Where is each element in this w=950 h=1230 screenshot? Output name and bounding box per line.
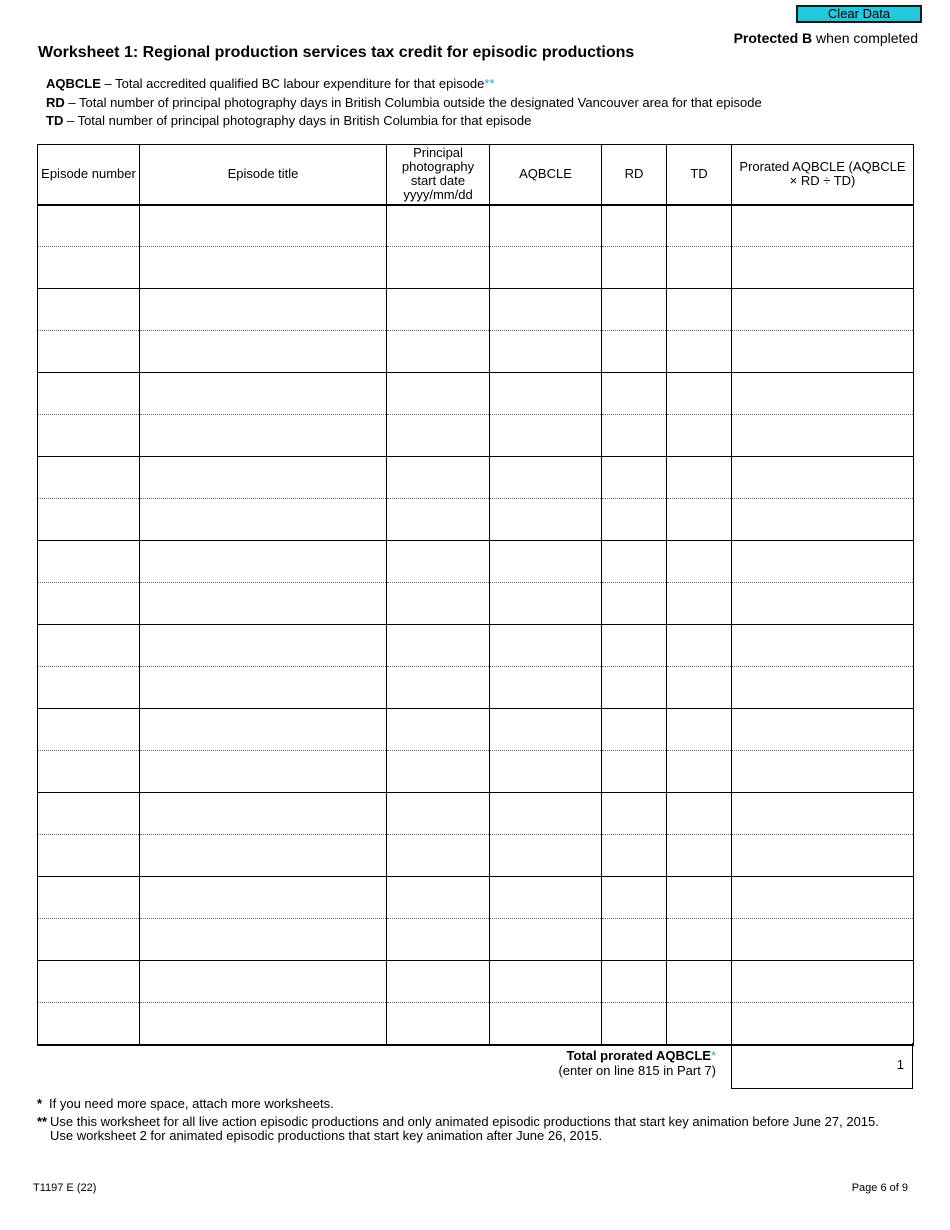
cell-episode-number[interactable] [38,1003,140,1045]
cell-rd[interactable] [602,247,667,289]
cell-td[interactable] [667,541,732,583]
cell-prorated-aqbcle[interactable] [732,625,914,667]
cell-aqbcle[interactable] [490,583,602,625]
definition-rd [46,95,762,110]
cell-episode-title[interactable] [140,457,387,499]
cell-prorated-aqbcle[interactable] [732,247,914,289]
cell-aqbcle[interactable] [490,373,602,415]
cell-start-date[interactable] [387,247,490,289]
table-row [38,205,914,247]
protected-notice [734,30,918,46]
cell-aqbcle[interactable] [490,457,602,499]
cell-aqbcle[interactable] [490,289,602,331]
cell-episode-number[interactable] [38,793,140,835]
note-text: Use worksheet 2 for animated episodic productions that start key animation after June 26, 2015. [50,1128,603,1143]
cell-td[interactable] [667,961,732,1003]
cell-episode-title[interactable] [140,583,387,625]
cell-episode-title[interactable] [140,205,387,247]
cell-rd[interactable] [602,289,667,331]
table-body [38,205,914,1045]
definition-term: TD [46,113,64,128]
cell-prorated-aqbcle[interactable] [732,667,914,709]
total-label-text: Total prorated AQBCLE [566,1048,711,1063]
cell-episode-number[interactable] [38,289,140,331]
table-row [38,331,914,373]
definition-text: – Total accredited qualified BC labour expenditure for that episode [100,76,485,91]
footnote-marker: ** [484,76,495,91]
cell-episode-number[interactable] [38,331,140,373]
cell-rd[interactable] [602,499,667,541]
definition-text: – Total number of principal photography days in British Columbia outside the designated Vancouver area for that episode [64,95,762,110]
cell-episode-title[interactable] [140,247,387,289]
cell-start-date[interactable] [387,457,490,499]
page-number: Page 6 of 9 [851,1182,908,1194]
note-1 [37,1097,334,1111]
table-row [38,247,914,289]
form-id: T1197 E (22) [33,1182,97,1194]
table-row [38,457,914,499]
protected-suffix: when completed [812,30,918,46]
cell-rd[interactable] [602,793,667,835]
col-episode-number: Episode number [38,145,140,205]
cell-aqbcle[interactable] [490,331,602,373]
cell-episode-number[interactable] [38,541,140,583]
cell-aqbcle[interactable] [490,247,602,289]
cell-start-date[interactable] [387,373,490,415]
cell-episode-title[interactable] [140,289,387,331]
cell-prorated-aqbcle[interactable] [732,919,914,961]
cell-rd[interactable] [602,457,667,499]
cell-aqbcle[interactable] [490,1003,602,1045]
cell-rd[interactable] [602,541,667,583]
cell-rd[interactable] [602,415,667,457]
table-row [38,667,914,709]
col-start-date: Principal photography start date yyyy/mm/dd [387,145,490,205]
cell-episode-title[interactable] [140,415,387,457]
cell-episode-number[interactable] [38,499,140,541]
table-header-row [38,145,914,205]
cell-td[interactable] [667,793,732,835]
episode-table [37,144,914,1046]
cell-td[interactable] [667,919,732,961]
cell-start-date[interactable] [387,289,490,331]
cell-prorated-aqbcle[interactable] [732,961,914,1003]
cell-aqbcle[interactable] [490,667,602,709]
cell-rd[interactable] [602,667,667,709]
cell-prorated-aqbcle[interactable] [732,751,914,793]
cell-td[interactable] [667,331,732,373]
cell-start-date[interactable] [387,751,490,793]
cell-aqbcle[interactable] [490,709,602,751]
cell-start-date[interactable] [387,1003,490,1045]
cell-start-date[interactable] [387,583,490,625]
cell-prorated-aqbcle[interactable] [732,415,914,457]
cell-aqbcle[interactable] [490,625,602,667]
col-rd: RD [602,145,667,205]
cell-prorated-aqbcle[interactable] [732,793,914,835]
cell-aqbcle[interactable] [490,919,602,961]
cell-episode-number[interactable] [38,877,140,919]
cell-start-date[interactable] [387,709,490,751]
cell-aqbcle[interactable] [490,751,602,793]
cell-episode-title[interactable] [140,793,387,835]
cell-prorated-aqbcle[interactable] [732,499,914,541]
cell-prorated-aqbcle[interactable] [732,331,914,373]
table-row [38,793,914,835]
cell-aqbcle[interactable] [490,205,602,247]
cell-episode-title[interactable] [140,835,387,877]
cell-start-date[interactable] [387,331,490,373]
cell-episode-number[interactable] [38,835,140,877]
cell-rd[interactable] [602,751,667,793]
page-title: Worksheet 1: Regional production services tax credit for episodic productions [38,44,635,61]
cell-episode-title[interactable] [140,331,387,373]
cell-episode-number[interactable] [38,205,140,247]
cell-episode-title[interactable] [140,961,387,1003]
table-row [38,289,914,331]
cell-td[interactable] [667,667,732,709]
cell-td[interactable] [667,877,732,919]
cell-start-date[interactable] [387,793,490,835]
cell-rd[interactable] [602,709,667,751]
cell-episode-title[interactable] [140,1003,387,1045]
cell-aqbcle[interactable] [490,835,602,877]
cell-prorated-aqbcle[interactable] [732,709,914,751]
cell-rd[interactable] [602,1003,667,1045]
note-marker: * [37,1096,43,1111]
total-prorated-field[interactable]: 1 [731,1043,913,1089]
total-sub-label: (enter on line 815 in Part 7) [558,1063,716,1078]
cell-aqbcle[interactable] [490,541,602,583]
cell-episode-number[interactable] [38,247,140,289]
cell-aqbcle[interactable] [490,415,602,457]
note-marker: ** [37,1114,48,1129]
cell-episode-number[interactable] [38,373,140,415]
cell-rd[interactable] [602,919,667,961]
cell-rd[interactable] [602,331,667,373]
cell-td[interactable] [667,205,732,247]
table-row [38,835,914,877]
footnote-marker: * [710,1048,716,1063]
cell-prorated-aqbcle[interactable] [732,541,914,583]
cell-aqbcle[interactable] [490,793,602,835]
cell-start-date[interactable] [387,499,490,541]
cell-episode-title[interactable] [140,541,387,583]
cell-start-date[interactable] [387,919,490,961]
cell-episode-title[interactable] [140,373,387,415]
table-row [38,625,914,667]
cell-episode-title[interactable] [140,625,387,667]
total-label [558,1048,716,1078]
table-row [38,415,914,457]
cell-rd[interactable] [602,961,667,1003]
cell-prorated-aqbcle[interactable] [732,1003,914,1045]
protected-label: Protected B [733,30,813,46]
cell-start-date[interactable] [387,835,490,877]
cell-episode-number[interactable] [38,625,140,667]
definition-term: AQBCLE [46,76,101,91]
cell-td[interactable] [667,1003,732,1045]
cell-td[interactable] [667,583,732,625]
table-row [38,919,914,961]
cell-td[interactable] [667,247,732,289]
cell-rd[interactable] [602,877,667,919]
note-2 [37,1115,879,1143]
cell-prorated-aqbcle[interactable] [732,373,914,415]
note-text: If you need more space, attach more worksheets. [49,1096,334,1111]
table-row [38,373,914,415]
definition-td [46,113,531,128]
cell-prorated-aqbcle[interactable] [732,835,914,877]
col-td: TD [667,145,732,205]
cell-rd[interactable] [602,373,667,415]
cell-rd[interactable] [602,205,667,247]
cell-prorated-aqbcle[interactable] [732,457,914,499]
cell-episode-number[interactable] [38,667,140,709]
cell-episode-title[interactable] [140,877,387,919]
cell-start-date[interactable] [387,541,490,583]
note-text: Use this worksheet for all live action episodic productions and only animated episodic productions that start key animation before June 27, 2015. [50,1114,879,1129]
cell-episode-title[interactable] [140,919,387,961]
cell-prorated-aqbcle[interactable] [732,583,914,625]
table-row [38,541,914,583]
cell-episode-number[interactable] [38,415,140,457]
definition-text: – Total number of principal photography days in British Columbia for that episode [63,113,532,128]
clear-data-button[interactable]: Clear Data [796,5,922,23]
cell-aqbcle[interactable] [490,499,602,541]
cell-td[interactable] [667,457,732,499]
definition-term: RD [46,95,65,110]
cell-start-date[interactable] [387,961,490,1003]
cell-episode-number[interactable] [38,751,140,793]
cell-td[interactable] [667,751,732,793]
cell-start-date[interactable] [387,667,490,709]
col-prorated-aqbcle: Prorated AQBCLE (AQBCLE × RD ÷ TD) [732,145,914,205]
table-row [38,751,914,793]
cell-rd[interactable] [602,625,667,667]
cell-prorated-aqbcle[interactable] [732,289,914,331]
cell-td[interactable] [667,415,732,457]
cell-episode-number[interactable] [38,583,140,625]
cell-episode-number[interactable] [38,457,140,499]
definition-aqbcle [46,76,495,91]
cell-start-date[interactable] [387,205,490,247]
cell-td[interactable] [667,835,732,877]
cell-aqbcle[interactable] [490,961,602,1003]
cell-td[interactable] [667,625,732,667]
cell-start-date[interactable] [387,877,490,919]
cell-episode-title[interactable] [140,709,387,751]
cell-td[interactable] [667,289,732,331]
col-aqbcle: AQBCLE [490,145,602,205]
cell-episode-number[interactable] [38,961,140,1003]
cell-episode-title[interactable] [140,667,387,709]
table-row [38,961,914,1003]
table-row [38,1003,914,1045]
cell-td[interactable] [667,373,732,415]
table-row [38,583,914,625]
cell-episode-number[interactable] [38,919,140,961]
cell-episode-title[interactable] [140,499,387,541]
table-row [38,877,914,919]
cell-episode-title[interactable] [140,751,387,793]
col-episode-title: Episode title [140,145,387,205]
table-row [38,709,914,751]
cell-aqbcle[interactable] [490,877,602,919]
cell-start-date[interactable] [387,625,490,667]
cell-prorated-aqbcle[interactable] [732,877,914,919]
table-row [38,499,914,541]
cell-rd[interactable] [602,583,667,625]
cell-start-date[interactable] [387,415,490,457]
cell-td[interactable] [667,709,732,751]
cell-rd[interactable] [602,835,667,877]
cell-prorated-aqbcle[interactable] [732,205,914,247]
cell-episode-number[interactable] [38,709,140,751]
cell-td[interactable] [667,499,732,541]
